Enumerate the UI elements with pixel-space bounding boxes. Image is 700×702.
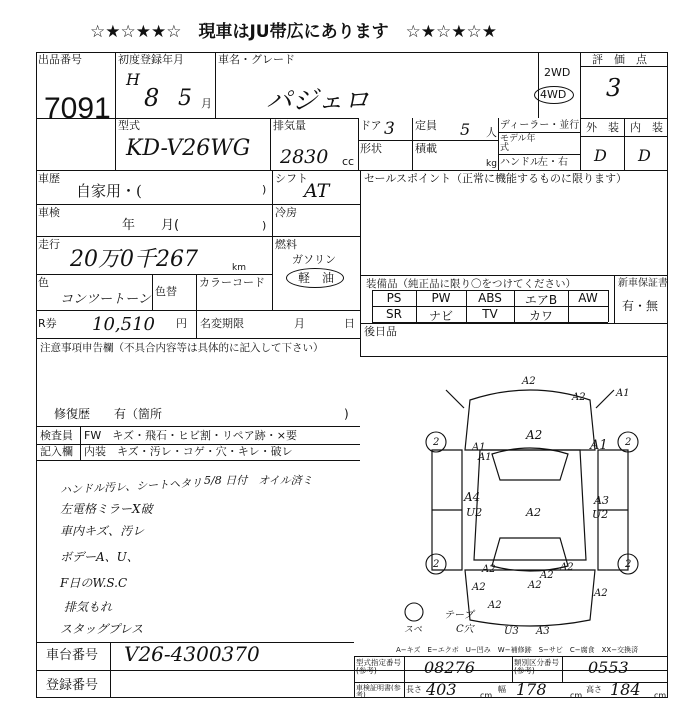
seat-value: 5 — [460, 120, 471, 139]
shape-label: 形状 — [360, 142, 382, 155]
class-label: 類別区分番号(参考) — [514, 658, 559, 675]
lot-number: 7091 — [44, 92, 111, 125]
name-change-month: 月 — [294, 317, 305, 330]
reg-year: 8 — [144, 84, 160, 112]
interior-grade: D — [638, 146, 651, 165]
equip-pw: PW — [431, 291, 451, 305]
warranty-value: 有・無 — [622, 299, 659, 313]
car-name: パジェロ — [266, 86, 370, 116]
wid-unit: cm — [570, 691, 583, 700]
name-change-day: 日 — [344, 317, 355, 330]
repair-label: 修復歴 有（箇所 — [54, 407, 163, 421]
spare-note: スペ — [404, 625, 423, 635]
damage-mark: A2 — [488, 600, 502, 611]
drive-4wd: 4WD — [540, 88, 567, 101]
equip-aw: AW — [578, 291, 598, 305]
reg-month-unit: 月 — [201, 97, 212, 110]
recycle-value: 10,510 — [92, 314, 155, 335]
reg-label: 初度登録年月 — [118, 53, 184, 66]
sticker-note: テープ — [444, 610, 474, 621]
inspector-note: ボデーA、U、 — [60, 550, 139, 564]
score-value: 3 — [606, 74, 622, 102]
wid-value: 178 — [516, 680, 547, 699]
use-value: 自家用・( — [76, 182, 142, 200]
color-change-label: 色替 — [155, 285, 177, 298]
color-code-label: カラーコード — [199, 276, 265, 289]
len-unit: cm — [480, 691, 493, 700]
exterior-label: 外 装 — [586, 121, 619, 134]
seat-unit: 人 — [486, 126, 497, 139]
interior-label: 内 装 — [630, 121, 663, 134]
damage-mark: A2 — [560, 562, 574, 573]
shift-label: シフト — [275, 172, 308, 185]
color-label: 色 — [38, 276, 49, 289]
equip-title: 装備品（純正品に限り〇をつけてください） — [366, 278, 576, 290]
equip-ps: PS — [386, 291, 402, 305]
car-rear-window — [492, 538, 568, 571]
inspector-note-date: 5/8 日付 オイル済ミ — [204, 474, 313, 487]
dealer-label: ディーラー・並行 — [500, 120, 580, 131]
shift-value: AT — [304, 180, 330, 202]
chassis-value: V26-4300370 — [124, 642, 260, 666]
car-windshield — [492, 448, 568, 480]
model-year-label: モデル年式 — [500, 134, 536, 153]
mileage-label: 走行 — [38, 238, 60, 251]
equip-leather: カワ — [528, 309, 553, 323]
disp-label: 排気量 — [273, 119, 306, 132]
type-spec-label: 型式指定番号(参考) — [356, 658, 401, 675]
damage-mark: A1 — [616, 388, 630, 399]
spare-circle — [405, 603, 423, 621]
equip-abs: ABS — [478, 291, 502, 305]
back-seat-label: 後日品 — [364, 325, 397, 338]
wheel-label: 2 — [625, 437, 632, 448]
seat-label: 定員 — [415, 119, 437, 132]
inspector-label-1: 検査員 — [40, 429, 73, 442]
inspector-line-1: FW キズ・飛石・ヒビ割・リペア跡・×要 — [84, 429, 297, 442]
disp-value: 2830 — [280, 146, 329, 168]
damage-mark: A2 — [540, 570, 554, 581]
hgt-label: 高さ — [586, 685, 602, 694]
equip-navi: ナビ — [428, 309, 453, 323]
cert-label: 車検証明書(参考) — [356, 684, 401, 699]
load-label: 積載 — [415, 142, 437, 155]
chassis-label: 車台番号 — [46, 648, 99, 663]
equip-tv: TV — [482, 307, 498, 321]
header-banner: ☆★☆★★☆ 現車はJU帯広にあります ☆★☆★☆★ — [90, 22, 498, 42]
car-diagram — [400, 370, 670, 640]
damage-mark: A3 — [594, 494, 609, 507]
cpx-note: C穴 — [456, 624, 474, 635]
len-label: 長さ — [406, 685, 422, 694]
notes-title: 注意事項申告欄（不具合内容等は具体的に記入して下さい） — [40, 342, 324, 354]
class-value: 0553 — [588, 658, 629, 677]
fuel-gas: ガソリン — [292, 253, 336, 266]
damage-legend: A−キズ E−エクボ U−凹み W−補修跡 S−サビ C−腐食 XX−交換済 — [396, 646, 639, 654]
wheel-label: 2 — [433, 559, 440, 570]
equip-airbag: エアB — [524, 293, 558, 307]
inspect-ym: 年 月( — [122, 218, 180, 233]
inspect-close: ) — [262, 219, 267, 232]
sales-title: セールスポイント（正常に機能するものに限ります） — [364, 172, 628, 185]
damage-mark: A2 — [528, 580, 542, 591]
inspector-note: 車内キズ、汚レ — [60, 524, 145, 538]
use-label: 車歴 — [38, 172, 60, 185]
damage-mark: A2 — [526, 506, 541, 519]
equip-sr: SR — [386, 307, 402, 321]
hgt-value: 184 — [610, 680, 641, 699]
damage-mark: A3 — [536, 626, 550, 637]
hgt-unit: cm — [654, 691, 667, 700]
inspector-note: 左電格ミラーX破 — [60, 502, 153, 516]
score-label: 評 価 点 — [592, 53, 647, 66]
damage-mark: A2 — [594, 588, 608, 599]
color-value: コンツートーン — [60, 292, 151, 307]
name-change-label: 名変期限 — [200, 317, 244, 330]
model-code: KD-V26WG — [126, 136, 251, 161]
damage-mark: A1 — [472, 442, 486, 453]
ac-label: 冷房 — [275, 206, 297, 219]
inspector-note: 排気もれ — [64, 600, 113, 614]
mileage-value: 20万0千267 — [70, 247, 198, 272]
damage-mark: U3 — [504, 626, 519, 637]
lot-label: 出品番号 — [38, 53, 82, 66]
car-body-rear — [465, 570, 595, 626]
inspector-note: F日のW.S.C — [60, 576, 128, 590]
damage-mark: A2 — [572, 392, 586, 403]
damage-mark: U2 — [466, 506, 483, 519]
damage-mark: A2 — [522, 376, 536, 387]
damage-mark: A1 — [590, 438, 608, 453]
door-label: ドア — [360, 119, 382, 132]
mileage-unit: km — [232, 263, 246, 273]
damage-mark: A2 — [482, 564, 496, 575]
wid-label: 幅 — [498, 685, 506, 694]
type-spec-value: 08276 — [424, 658, 475, 677]
len-value: 403 — [426, 680, 457, 699]
damage-mark: A2 — [472, 582, 486, 593]
repair-close: ) — [344, 407, 349, 421]
reg-month: 5 — [178, 86, 192, 111]
damage-mark: A2 — [526, 428, 543, 442]
disp-unit: cc — [342, 155, 355, 168]
door-value: 3 — [384, 119, 395, 139]
wheel-label: 2 — [433, 437, 440, 448]
car-roof — [474, 450, 586, 560]
fuel-label: 燃料 — [275, 238, 297, 251]
recycle-unit: 円 — [176, 317, 187, 330]
reg-era: H — [126, 70, 140, 89]
recycle-label: R券 — [38, 317, 57, 330]
wheel-label: 2 — [625, 559, 632, 570]
handle-value: 左・右 — [538, 157, 568, 168]
use-close: ) — [262, 183, 267, 196]
plate-label: 登録番号 — [46, 678, 99, 693]
inspector-label-2: 記入欄 — [40, 445, 73, 458]
inspector-note: ハンドル汚レ、シートヘタリ — [59, 476, 203, 497]
inspect-label: 車検 — [38, 206, 60, 219]
damage-mark: U2 — [592, 508, 609, 521]
car-label: 車名・グレード — [218, 53, 295, 66]
exterior-grade: D — [594, 146, 607, 165]
model-label: 型式 — [118, 119, 140, 132]
fuel-diesel: 軽 油 — [298, 271, 335, 285]
load-unit: kg — [486, 159, 497, 169]
handle-label: ハンドル — [500, 157, 540, 168]
inspector-note: スタッグプレス — [60, 622, 144, 636]
damage-mark: A4 — [464, 490, 481, 504]
warranty-label: 新車保証書 — [618, 278, 668, 289]
inspector-line-2: 内装 キズ・汚レ・コゲ・穴・キレ・破レ — [84, 445, 293, 458]
damage-mark: A1 — [478, 452, 492, 463]
drive-2wd: 2WD — [544, 66, 571, 79]
